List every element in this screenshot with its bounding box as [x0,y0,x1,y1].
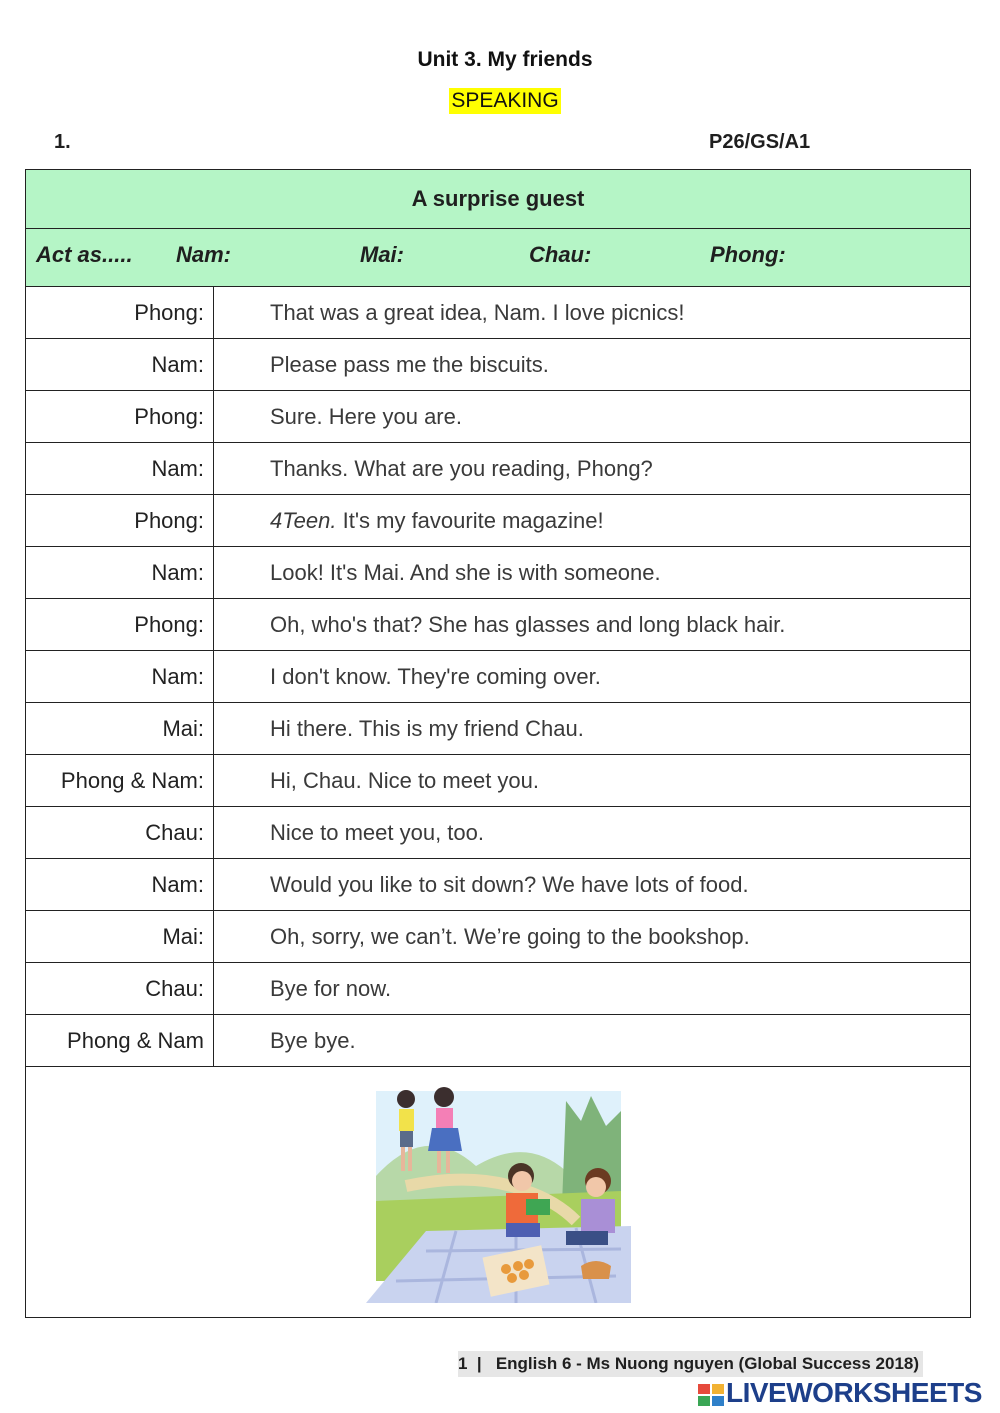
table-row [26,755,971,807]
dialogue-title: A surprise guest [26,170,971,229]
table-row [26,911,971,963]
line-cell: Hi there. This is my friend Chau. [214,703,971,755]
footer-text: 1 | English 6 - Ms Nuong nguyen (Global Success 2018) [458,1351,923,1377]
speaker-cell: Mai: [26,703,214,755]
speaker-cell: Phong: [26,495,214,547]
speaker-cell: Mai: [26,911,214,963]
speaker-cell: Nam: [26,443,214,495]
table-row [26,651,971,703]
speaker-cell: Chau: [26,963,214,1015]
line-cell: Hi, Chau. Nice to meet you. [214,755,971,807]
role-nam: Nam: [176,242,232,267]
role-chau: Chau: [529,242,592,267]
speaker-cell: Nam: [26,859,214,911]
line-cell: Please pass me the biscuits. [214,339,971,391]
table-row [26,547,971,599]
exercise-number: 1. [54,131,71,153]
roles-row [26,229,970,286]
table-row [26,599,971,651]
brand[interactable] [698,1377,982,1409]
line-cell: I don't know. They're coming over. [214,651,971,703]
page-reference: P26/GS/A1 [709,131,811,153]
dialogue-table [25,169,971,1318]
line-cell: Sure. Here you are. [214,391,971,443]
table-row [26,807,971,859]
speaker-cell: Chau: [26,807,214,859]
brand-name: LIVEWORKSHEETS [726,1377,982,1408]
liveworksheets-logo-icon [698,1384,724,1406]
table-row [26,443,971,495]
section-label: SPEAKING [451,89,559,112]
speaker-cell: Phong: [26,287,214,339]
act-as-label: Act as..... [36,242,133,267]
speaker-cell: Phong: [26,599,214,651]
magazine-title: 4Teen. [270,507,337,533]
table-row [26,495,971,547]
line-cell [214,495,971,547]
table-row [26,703,971,755]
table-row [26,1015,971,1067]
table-row [26,287,971,339]
line-cell: Thanks. What are you reading, Phong? [214,443,971,495]
unit-title: Unit 3. My friends [417,48,593,71]
speaker-cell: Nam: [26,651,214,703]
role-phong: Phong: [710,242,786,267]
line-cell: Oh, sorry, we can’t. We’re going to the bookshop. [214,911,971,963]
speaker-cell: Phong & Nam: [26,755,214,807]
speaker-cell: Phong: [26,391,214,443]
line-cell: Look! It's Mai. And she is with someone. [214,547,971,599]
table-row [26,391,971,443]
line-text: It's my favourite magazine! [336,507,604,533]
illustration-cell [26,1067,971,1318]
table-row [26,859,971,911]
speaker-cell: Nam: [26,339,214,391]
table-row [26,339,971,391]
line-cell: Nice to meet you, too. [214,807,971,859]
line-cell: That was a great idea, Nam. I love picnics! [214,287,971,339]
line-cell: Bye for now. [214,963,971,1015]
line-cell: Bye bye. [214,1015,971,1067]
role-mai: Mai: [360,242,404,267]
line-cell: Oh, who's that? She has glasses and long black hair. [214,599,971,651]
speaker-cell: Nam: [26,547,214,599]
speaker-cell: Phong & Nam [26,1015,214,1067]
table-row [26,963,971,1015]
line-cell: Would you like to sit down? We have lots of food. [214,859,971,911]
picnic-illustration [366,1081,631,1303]
